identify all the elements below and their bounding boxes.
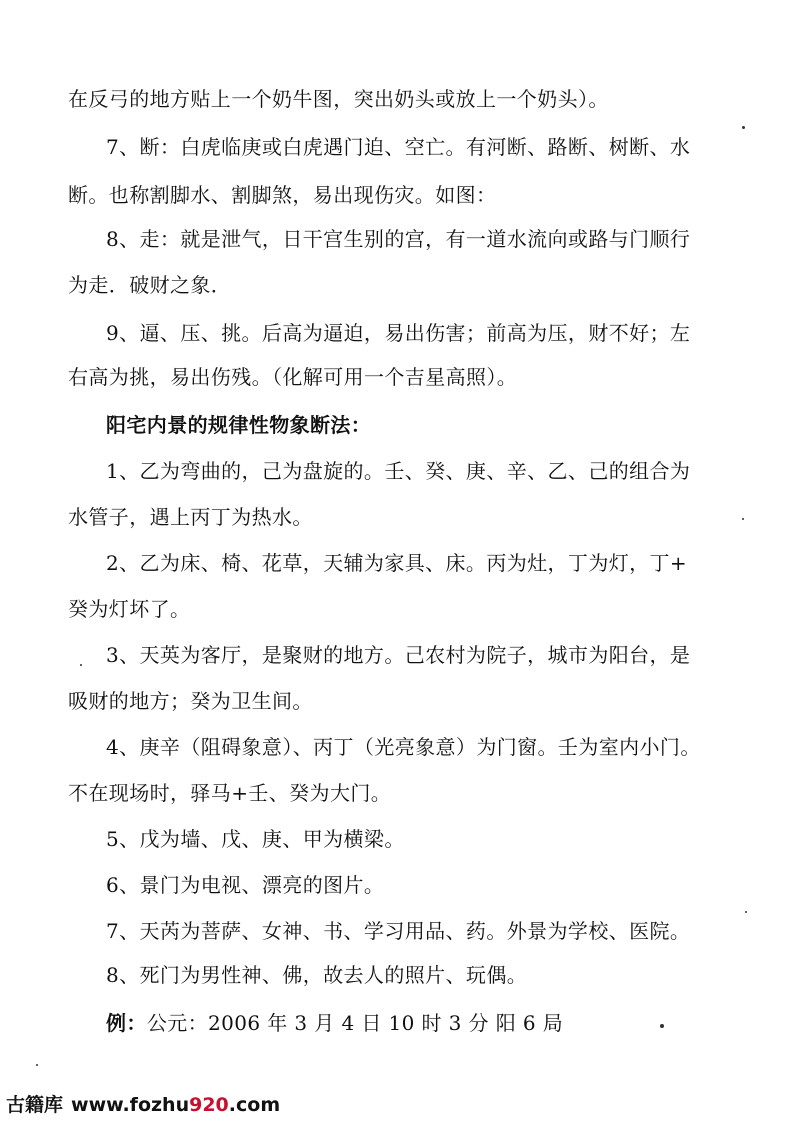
scan-speck (742, 518, 744, 520)
text-line-17: 5、戊为墙、戊、庚、甲为横梁。 (106, 827, 405, 851)
text-line-2: 7、断：白虎临庚或白虎遇门迫、空亡。有河断、路断、树断、水 (106, 135, 691, 159)
scan-speck (742, 126, 745, 129)
text-line-13: 3、天英为客厅，是聚财的地方。己农村为院子，城市为阳台，是 (106, 643, 691, 667)
text-line-10: 水管子，遇上丙丁为热水。 (68, 505, 313, 529)
watermark-url-number: 920 (189, 1094, 229, 1116)
example-line (106, 1010, 563, 1036)
text-line-12: 癸为灯坏了。 (68, 597, 191, 621)
text-line-20: 8、死门为男性神、佛，故去人的照片、玩偶。 (106, 963, 528, 987)
example-text: 公元：2006 年 3 月 4 日 10 时 3 分 阳 6 局 (146, 1011, 564, 1035)
example-label: 例： (106, 1011, 147, 1035)
watermark-site-name: 古籍库 (6, 1094, 64, 1116)
text-line-9: 1、乙为弯曲的，己为盘旋的。壬、癸、庚、辛、乙、己的组合为 (106, 459, 691, 483)
text-line-15: 4、庚辛（阻碍象意）、丙丁（光亮象意）为门窗。壬为室内小门。 (106, 735, 701, 759)
watermark-footer (6, 1090, 280, 1117)
text-line-18: 6、景门为电视、漂亮的图片。 (106, 873, 385, 897)
scan-speck (36, 1064, 38, 1066)
text-line-11: 2、乙为床、椅、花草，天辅为家具、床。丙为灶，丁为灯，丁+ (106, 551, 688, 575)
scan-speck (660, 1024, 664, 1028)
text-line-1: 在反弓的地方贴上一个奶牛图，突出奶头或放上一个奶头）。 (68, 87, 609, 111)
section-heading: 阳宅内景的规律性物象断法： (106, 413, 372, 437)
text-line-7: 右高为挑，易出伤残。（化解可用一个吉星高照）。 (68, 365, 518, 389)
text-line-6: 9、逼、压、挑。后高为逼迫，易出伤害；前高为压，财不好；左 (106, 321, 691, 345)
text-line-14: 吸财的地方；癸为卫生间。 (68, 689, 313, 713)
text-line-16: 不在现场时，驿马+壬、癸为大门。 (68, 781, 392, 805)
scan-speck (80, 664, 82, 666)
text-line-5: 为走．破财之象． (68, 273, 232, 297)
watermark-url-prefix: www.fozhu (71, 1094, 190, 1116)
text-line-4: 8、走：就是泄气，日干宫生别的宫，有一道水流向或路与门顺行 (106, 227, 691, 251)
scan-speck (745, 911, 747, 913)
text-line-3: 断。也称割脚水、割脚煞，易出现伤灾。如图： (68, 183, 497, 207)
text-line-19: 7、天芮为菩萨、女神、书、学习用品、药。外景为学校、医院。 (106, 919, 691, 943)
watermark-url-suffix: .com (228, 1094, 281, 1116)
